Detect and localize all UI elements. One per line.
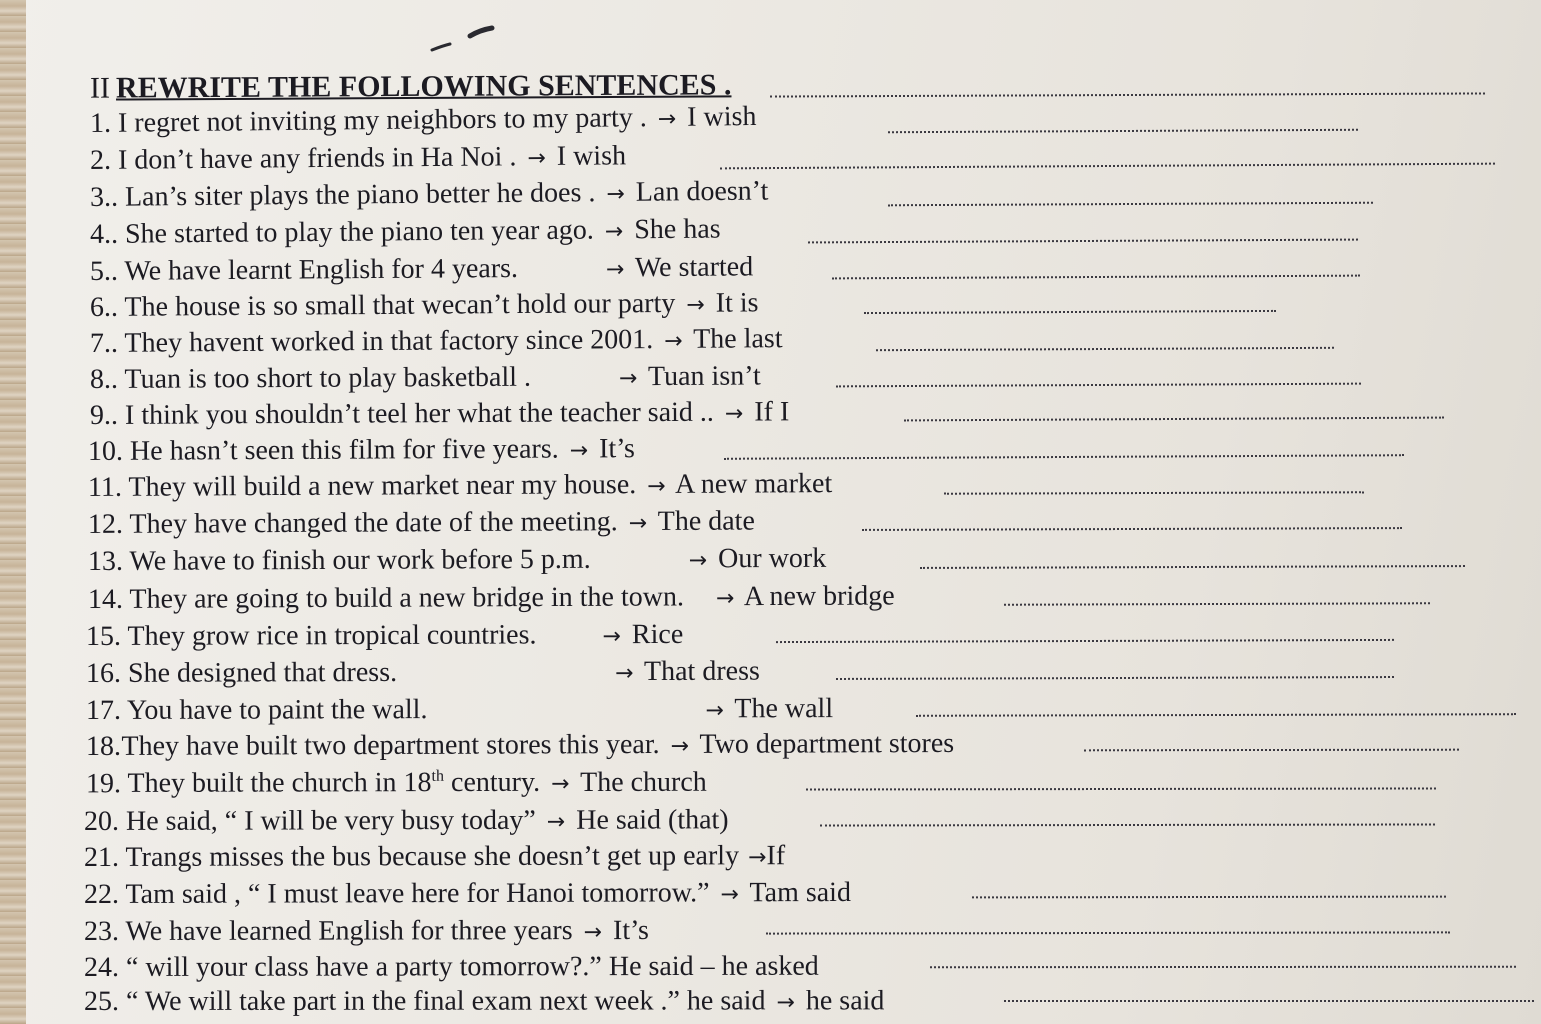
exercise-number: 11. bbox=[87, 471, 123, 503]
exercise-sentence: Tam said , “ I must leave here for Hanoi tomorrow.” bbox=[125, 877, 710, 910]
exercise-number: 16. bbox=[85, 657, 122, 689]
exercise-sentence: They are going to build a new bridge in the town. bbox=[129, 581, 684, 615]
exercise-item bbox=[87, 542, 827, 577]
exercise-prompt: She has bbox=[634, 213, 721, 246]
arrow-icon: → bbox=[605, 257, 625, 283]
arrow-icon: → bbox=[604, 219, 624, 245]
arrow-icon: → bbox=[686, 292, 705, 318]
exercise-number: 23. bbox=[83, 915, 120, 947]
exercise-number: 12. bbox=[87, 508, 124, 540]
arrow-icon: → bbox=[657, 106, 677, 133]
exercise-item bbox=[83, 876, 851, 910]
exercise-number: 19. bbox=[85, 768, 122, 800]
arrow-icon: → bbox=[664, 328, 683, 354]
exercise-number: 24. bbox=[83, 951, 120, 983]
exercise-item bbox=[88, 470, 832, 502]
exercise-sentence: She started to play the piano ten year ago. bbox=[124, 214, 594, 250]
exercise-number: 14. bbox=[87, 583, 124, 615]
exercise-sentence: He said, “ I will be very busy today” bbox=[125, 804, 536, 837]
exercise-sentence: Trangs misses the bus because she doesn’t get up early bbox=[125, 840, 740, 873]
exercise-item bbox=[84, 917, 649, 946]
exercise-number: 6.. bbox=[89, 291, 119, 323]
exercise-item bbox=[90, 325, 783, 358]
exercise-prompt: A new bridge bbox=[743, 580, 895, 613]
arrow-icon: → bbox=[715, 586, 735, 612]
arrow-icon: → bbox=[583, 920, 603, 946]
exercise-item bbox=[90, 177, 769, 212]
arrow-icon: → bbox=[776, 990, 795, 1016]
arrow-icon: → bbox=[647, 473, 666, 500]
exercise-sentence: They have built two department stores this year. bbox=[121, 728, 660, 762]
exercise-number: 25. bbox=[83, 985, 120, 1017]
arrow-icon: → bbox=[724, 401, 744, 427]
exercise-sentence: She designed that dress. bbox=[127, 656, 398, 689]
exercise-prompt: Tuan isn’t bbox=[647, 360, 761, 393]
arrow-icon: → bbox=[569, 438, 589, 464]
binding-edge bbox=[0, 0, 26, 1024]
exercise-item bbox=[84, 806, 729, 836]
exercise-sentence: I don’t have any friends in Ha Noi . bbox=[117, 141, 517, 176]
exercise-sentence: We have to finish our work before 5 p.m. bbox=[129, 543, 591, 577]
exercise-sentence: Lan’s siter plays the piano better he does . bbox=[124, 177, 596, 213]
exercise-item bbox=[84, 987, 884, 1016]
exercise-item bbox=[90, 142, 626, 175]
exercise-prompt: Lan doesn’t bbox=[635, 175, 769, 208]
exercise-item bbox=[85, 618, 684, 652]
exercise-prompt: If bbox=[766, 840, 786, 872]
exercise-prompt: Tam said bbox=[749, 876, 851, 909]
exercise-item bbox=[86, 695, 833, 725]
exercise-number: 22. bbox=[83, 878, 120, 910]
section-number: II bbox=[89, 71, 111, 105]
answer-line bbox=[1004, 1000, 1534, 1002]
exercise-sentence: He hasn’t seen this film for five years. bbox=[129, 433, 559, 467]
exercise-item bbox=[90, 362, 761, 394]
exercise-item bbox=[85, 727, 955, 762]
exercise-prompt: The church bbox=[580, 766, 707, 799]
exercise-prompt: It is bbox=[715, 287, 759, 319]
exercise-prompt: That dress bbox=[643, 655, 760, 688]
exercise-prompt: It’s bbox=[599, 433, 635, 465]
exercise-sentence: We have learned English for three years bbox=[125, 915, 573, 947]
exercise-sentence: They havent worked in that factory since 2001. bbox=[124, 324, 654, 359]
exercise-number: 8.. bbox=[89, 363, 119, 395]
exercise-number: 7.. bbox=[89, 327, 119, 359]
pen-mark bbox=[428, 22, 498, 62]
exercise-sentence: I regret not inviting my neighbors to my party . bbox=[117, 102, 647, 139]
arrow-icon: → bbox=[546, 809, 566, 835]
arrow-icon: → bbox=[602, 624, 621, 650]
arrow-icon: → bbox=[628, 511, 648, 537]
arrow-icon: → bbox=[606, 181, 625, 208]
exercise-prompt: The last bbox=[693, 323, 783, 355]
exercise-item bbox=[88, 435, 635, 466]
exercise-prompt: He said (that) bbox=[576, 804, 729, 836]
exercise-item bbox=[83, 950, 819, 983]
exercise-number: 5.. bbox=[89, 255, 119, 287]
exercise-number: 17. bbox=[85, 694, 122, 726]
exercise-prompt: he said bbox=[805, 985, 885, 1017]
exercise-item bbox=[87, 505, 755, 540]
exercise-number: 13. bbox=[87, 545, 124, 577]
section-heading bbox=[90, 68, 732, 105]
exercise-item bbox=[84, 842, 785, 872]
exercise-prompt: It’s bbox=[613, 915, 649, 947]
exercise-item bbox=[90, 253, 753, 286]
exercise-prompt: Two department stores bbox=[699, 727, 955, 760]
arrow-icon: → bbox=[688, 548, 708, 574]
exercise-sentence: The house is so small that wecan’t hold our party bbox=[124, 287, 676, 323]
arrow-icon: → bbox=[551, 772, 570, 798]
exercise-prompt: The wall bbox=[734, 693, 834, 725]
arrow-icon: → bbox=[615, 661, 634, 687]
exercise-number: 4.. bbox=[89, 218, 119, 250]
exercise-sentence: “ We will take part in the final exam next week .” he said bbox=[125, 985, 766, 1017]
exercise-prompt: We started bbox=[634, 251, 754, 284]
exercise-sentence: They built the church in 18th century. bbox=[127, 767, 541, 800]
exercise-number: 1. bbox=[89, 107, 112, 139]
exercise-prompt: A new market bbox=[675, 468, 833, 500]
arrow-icon: → bbox=[748, 845, 767, 871]
exercise-sentence: We have learnt English for 4 years. bbox=[124, 253, 519, 287]
exercise-prompt: I wish bbox=[556, 140, 627, 172]
exercise-sentence: They will build a new market near my house. bbox=[128, 469, 637, 503]
exercise-item bbox=[88, 582, 895, 614]
exercise-prompt: Rice bbox=[631, 618, 684, 651]
exercise-number: 18. bbox=[85, 730, 122, 762]
exercise-item bbox=[90, 398, 789, 430]
exercise-item bbox=[90, 215, 721, 249]
exercise-prompt: If I bbox=[754, 396, 790, 428]
exercise-number: 15. bbox=[85, 620, 122, 652]
exercise-number: 9.. bbox=[89, 399, 119, 431]
exercise-sentence: “ will your class have a party tomorrow?.” He said – he asked bbox=[125, 950, 819, 983]
exercise-sentence: You have to paint the wall. bbox=[126, 694, 428, 726]
exercise-prompt: The date bbox=[657, 505, 755, 538]
arrow-icon: → bbox=[618, 366, 638, 392]
exercise-number: 20. bbox=[83, 805, 120, 837]
exercise-item bbox=[86, 768, 707, 798]
arrow-icon: → bbox=[720, 882, 740, 908]
exercise-number: 21. bbox=[83, 841, 120, 873]
exercise-number: 10. bbox=[87, 435, 124, 467]
arrow-icon: → bbox=[527, 146, 546, 172]
arrow-icon: → bbox=[670, 733, 690, 759]
exercise-item bbox=[90, 289, 759, 322]
exercise-number: 3.. bbox=[89, 181, 119, 213]
section-title: REWRITE THE FOLLOWING SENTENCES . bbox=[115, 68, 732, 105]
exercise-prompt: Our work bbox=[718, 542, 827, 575]
exercise-sentence: They have changed the date of the meeting. bbox=[129, 506, 618, 540]
exercise-number: 2. bbox=[89, 144, 112, 176]
exercise-sentence: They grow rice in tropical countries. bbox=[127, 619, 537, 652]
exercise-sentence: I think you shouldn’t teel her what the teacher said .. bbox=[124, 396, 714, 431]
exercise-prompt: I wish bbox=[687, 101, 757, 133]
arrow-icon: → bbox=[705, 698, 724, 724]
exercise-item bbox=[85, 655, 760, 689]
exercise-sentence: Tuan is too short to play basketball . bbox=[124, 361, 532, 395]
